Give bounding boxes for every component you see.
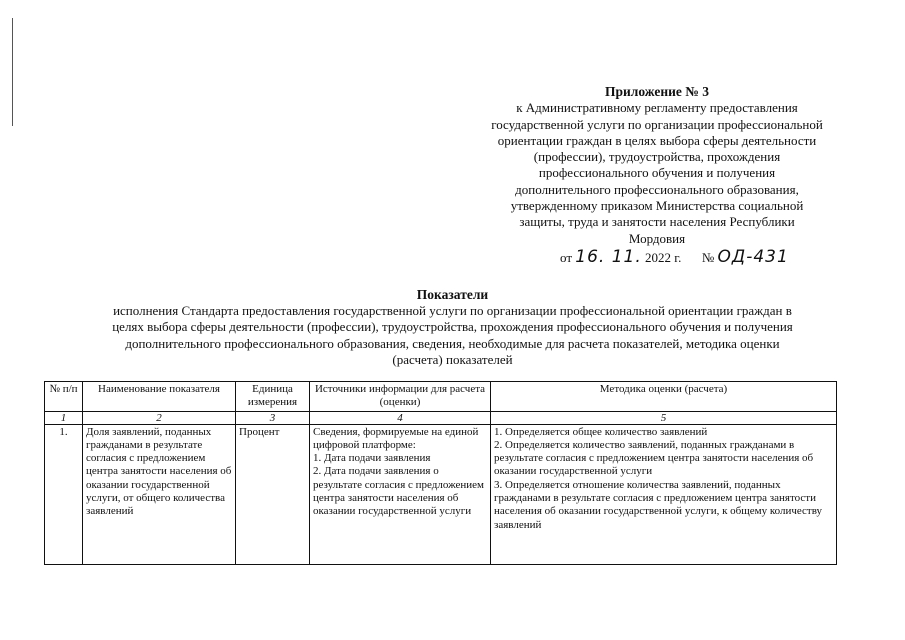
header-sources: Источники информации для расчета (оценки) [310,382,491,412]
indicator-name: Доля заявлений, поданных гражданами в результате согласия с предложением центра занятости населения об оказании государственной услуги, от общего количества заявлений [83,424,236,564]
subtitle-line: дополнительного профессионального образования, сведения, необходимые для расчета показателей, методика оценки [125,335,780,351]
appendix-line: к Административному регламенту предоставления [516,100,798,116]
appendix-line: (профессии), трудоустройства, прохождения [533,149,781,165]
document-subtitle [50,303,855,369]
order-date-number [560,247,860,267]
appendix-line: защиты, труда и занятости населения Республики [519,214,795,230]
column-number: 3 [236,411,310,424]
date-prefix: от [560,250,573,265]
source-item: 1. Дата подачи заявления [313,452,431,465]
number-prefix: № [701,250,715,265]
appendix-line: государственной услуги по организации профессиональной [491,116,823,132]
table-row [45,424,837,564]
column-number: 4 [310,411,491,424]
appendix-title: Приложение № 3 [605,84,709,99]
column-number: 5 [491,411,837,424]
indicators-table [44,381,837,565]
appendix-line: ориентации граждан в целях выбора сферы деятельности [497,132,817,148]
column-number-row [45,411,837,424]
handwritten-date: 16. 11. [575,247,642,267]
page-margin-line [12,18,13,126]
header-method: Методика оценки (расчета) [491,382,837,412]
handwritten-order-number: ОД-431 [717,247,789,267]
column-number: 2 [83,411,236,424]
appendix-line: утвержденному приказом Министерства социальной [510,198,804,214]
source-item: 2. Дата подачи заявления о результате согласия с предложением центра занятости населения об оказании государственной услуги [313,465,485,518]
appendix-line: дополнительного профессионального образования, [515,181,799,197]
subtitle-line: (расчета) показателей [392,352,513,368]
header-indicator-name: Наименование показателя [83,382,236,412]
column-number: 1 [45,411,83,424]
row-number: 1. [45,424,83,564]
appendix-line: Мордовия [628,230,686,246]
method-step: 1. Определяется общее количество заявлений [494,425,708,438]
indicator-method [491,424,837,564]
subtitle-line: целях выбора сферы деятельности (профессии), трудоустройства, прохождения профессионального обучения и получения [112,319,793,335]
subtitle-line: исполнения Стандарта предоставления государственной услуги по организации профессиональной ориентации граждан в [113,303,792,318]
document-title: Показатели [416,287,489,302]
header-num: № п/п [45,382,83,412]
table-header-row [45,382,837,412]
order-year: 2022 г. [645,250,682,265]
header-unit: Единица измерения [236,382,310,412]
indicator-unit: Процент [236,424,310,564]
appendix-line: профессионального обучения и получения [538,165,776,181]
source-item: Сведения, формируемые на единой цифровой платформе: [313,425,479,451]
appendix-block [455,84,859,247]
method-step: 2. Определяется количество заявлений, поданных гражданами в результате согласия с предложением центра занятости населения об оказании государственной услуги [494,438,814,478]
indicator-sources [310,424,491,564]
method-step: 3. Определяется отношение количества заявлений, поданных гражданами в результате согласия с предложением центра занятости населения об оказании государственной услуги, к общему количеству заявлений [494,478,823,531]
